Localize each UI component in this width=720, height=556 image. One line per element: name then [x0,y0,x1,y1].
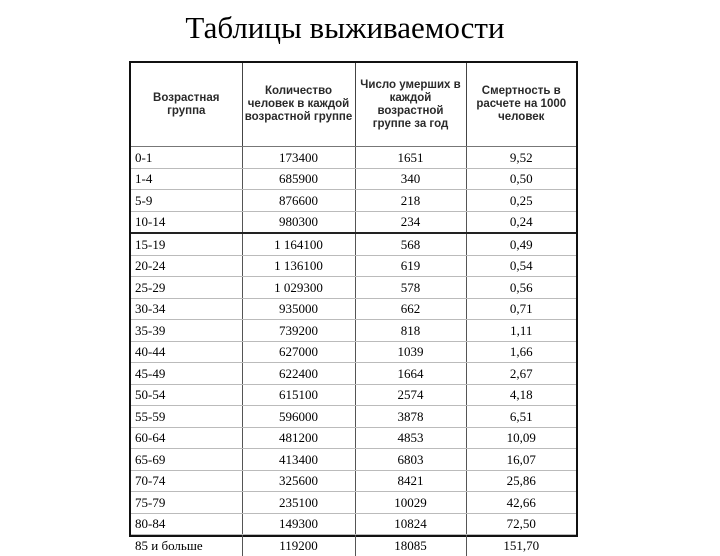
cell-population: 622400 [242,363,355,385]
cell-age-group: 10-14 [131,211,242,233]
cell-age-group: 75-79 [131,492,242,514]
cell-deaths: 619 [355,255,466,277]
cell-population: 149300 [242,513,355,535]
cell-deaths: 8421 [355,470,466,492]
cell-population: 235100 [242,492,355,514]
cell-mortality-rate: 0,25 [466,190,576,212]
cell-age-group: 70-74 [131,470,242,492]
cell-population: 119200 [242,535,355,556]
table-row [131,233,576,255]
cell-deaths: 234 [355,211,466,233]
cell-deaths: 6803 [355,449,466,471]
table-row [131,470,576,492]
cell-mortality-rate: 4,18 [466,384,576,406]
page-title: Таблицы выживаемости [185,10,505,45]
header-mortality-rate: Смертность в расчете на 1000 человек [466,63,576,147]
cell-mortality-rate: 10,09 [466,427,576,449]
cell-age-group: 50-54 [131,384,242,406]
cell-mortality-rate: 72,50 [466,513,576,535]
header-population: Количество человек в каждой возрастной группе [242,63,355,147]
survival-table [131,63,576,556]
cell-age-group: 35-39 [131,320,242,342]
cell-deaths: 568 [355,233,466,255]
cell-population: 173400 [242,147,355,169]
cell-population: 596000 [242,406,355,428]
cell-population: 413400 [242,449,355,471]
cell-mortality-rate: 0,71 [466,298,576,320]
table-row [131,513,576,535]
table-row [131,190,576,212]
cell-age-group: 45-49 [131,363,242,385]
table-row [131,384,576,406]
cell-population: 481200 [242,427,355,449]
header-age-group: Возрастная группа [131,63,242,147]
cell-population: 1 136100 [242,255,355,277]
table-row [131,535,576,556]
table-row [131,363,576,385]
table-row [131,320,576,342]
table-row [131,168,576,190]
cell-population: 615100 [242,384,355,406]
cell-deaths: 10029 [355,492,466,514]
table-row [131,255,576,277]
cell-population: 1 029300 [242,277,355,299]
cell-age-group: 30-34 [131,298,242,320]
cell-deaths: 1039 [355,341,466,363]
cell-population: 935000 [242,298,355,320]
cell-deaths: 3878 [355,406,466,428]
cell-population: 739200 [242,320,355,342]
header-deaths: Число умерших в каждой возрастной группе за год [355,63,466,147]
cell-age-group: 1-4 [131,168,242,190]
cell-age-group: 60-64 [131,427,242,449]
table-row [131,147,576,169]
cell-mortality-rate: 2,67 [466,363,576,385]
table-row [131,277,576,299]
cell-age-group: 20-24 [131,255,242,277]
cell-deaths: 1664 [355,363,466,385]
cell-age-group: 85 и больше [131,535,242,556]
cell-mortality-rate: 0,49 [466,233,576,255]
cell-mortality-rate: 42,66 [466,492,576,514]
cell-deaths: 1651 [355,147,466,169]
cell-deaths: 662 [355,298,466,320]
cell-age-group: 55-59 [131,406,242,428]
cell-mortality-rate: 0,24 [466,211,576,233]
cell-deaths: 340 [355,168,466,190]
cell-population: 980300 [242,211,355,233]
cell-deaths: 2574 [355,384,466,406]
cell-age-group: 5-9 [131,190,242,212]
cell-population: 627000 [242,341,355,363]
cell-age-group: 65-69 [131,449,242,471]
header-row [131,63,576,147]
cell-mortality-rate: 1,66 [466,341,576,363]
table-row [131,211,576,233]
cell-age-group: 40-44 [131,341,242,363]
cell-mortality-rate: 6,51 [466,406,576,428]
cell-deaths: 578 [355,277,466,299]
cell-population: 1 164100 [242,233,355,255]
table-row [131,449,576,471]
table-row [131,492,576,514]
cell-population: 325600 [242,470,355,492]
cell-mortality-rate: 0,50 [466,168,576,190]
cell-age-group: 80-84 [131,513,242,535]
cell-mortality-rate: 25,86 [466,470,576,492]
cell-deaths: 218 [355,190,466,212]
cell-deaths: 4853 [355,427,466,449]
cell-deaths: 818 [355,320,466,342]
cell-mortality-rate: 1,11 [466,320,576,342]
table-row [131,406,576,428]
cell-population: 876600 [242,190,355,212]
cell-age-group: 25-29 [131,277,242,299]
cell-mortality-rate: 0,56 [466,277,576,299]
cell-mortality-rate: 151,70 [503,537,540,553]
cell-mortality-rate: 16,07 [466,449,576,471]
cell-deaths: 18085 [355,535,466,556]
cell-mortality-rate: 9,52 [466,147,576,169]
cell-age-group: 0-1 [131,147,242,169]
table-row [131,341,576,363]
cell-deaths: 10824 [355,513,466,535]
cell-mortality-rate: 0,54 [466,255,576,277]
survival-table-frame [129,61,578,553]
cell-age-group: 15-19 [131,233,242,255]
table-body [131,147,576,556]
table-row [131,427,576,449]
cell-population: 685900 [242,168,355,190]
table-row [131,298,576,320]
